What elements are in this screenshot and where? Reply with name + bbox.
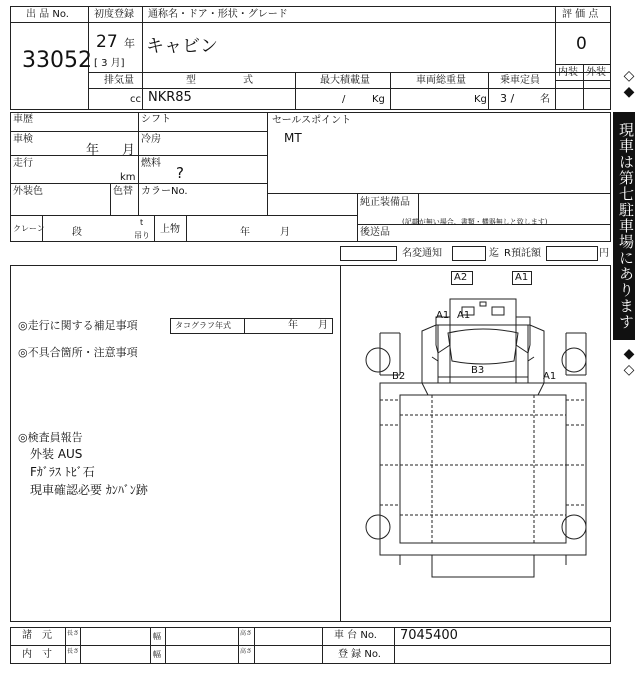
inspection-year-unit: 年 xyxy=(86,143,100,158)
type-label: 型 xyxy=(186,75,196,86)
gross-weight-label: 車両総重量 xyxy=(416,75,466,86)
year-unit: 年 xyxy=(124,37,135,50)
height-label: 高さ xyxy=(240,648,253,655)
model-name: キャビン xyxy=(146,36,218,57)
driving-notes-label: ◎走行に関する補足事項 xyxy=(18,319,138,332)
fuel-value: ? xyxy=(176,164,184,182)
damage-mark: B2 xyxy=(392,371,406,382)
yen-label: 円 xyxy=(599,248,609,259)
upper-year: 年 xyxy=(240,227,250,238)
damage-mark: A1 xyxy=(543,371,557,382)
side-marks-bottom: ◆◇ xyxy=(621,346,637,378)
exterior-color-label: 外装色 xyxy=(13,186,43,197)
exterior-label: 外装 xyxy=(586,67,606,78)
crane-label: クレーン xyxy=(13,224,45,233)
crane-lift: 吊り xyxy=(134,231,150,240)
truck-diagram xyxy=(340,265,611,622)
tachograph-year: 年 xyxy=(288,320,298,331)
fuel-label: 燃料 xyxy=(141,158,161,169)
inspector-line: 外装 AUS xyxy=(30,447,83,461)
length-label: 長さ xyxy=(67,648,80,655)
type-label-2: 式 xyxy=(243,75,253,86)
name-change-box xyxy=(340,246,397,261)
damage-mark: A1 xyxy=(457,310,471,321)
damage-mark: A1 xyxy=(515,272,529,283)
inspection-label: 車検 xyxy=(13,134,33,145)
damage-mark: A2 xyxy=(454,272,468,283)
interior-label: 内装 xyxy=(558,67,578,78)
height-label: 高さ xyxy=(240,630,253,637)
defects-label: ◎不具合箇所・注意事項 xyxy=(18,346,138,359)
capacity-value: 3 / xyxy=(500,92,515,105)
inspector-label: ◎検査員報告 xyxy=(18,431,83,444)
shipping-note: (記載が無い場合、書類・機器無しと致します) xyxy=(402,218,548,226)
aircon-label: 冷房 xyxy=(141,134,161,145)
inspection-month-unit: 月 xyxy=(122,143,136,158)
shift-label: シフト xyxy=(141,114,171,125)
parking-notice-banner: 現車は第七駐車場にあります xyxy=(613,112,635,340)
displacement-unit: cc xyxy=(130,94,141,105)
model-code: NKR85 xyxy=(148,90,192,105)
name-change-label: 名変通知 xyxy=(402,248,442,259)
max-load-value: / xyxy=(342,94,346,105)
side-marks-top: ◇◆ xyxy=(621,68,637,100)
damage-mark: A1 xyxy=(436,310,450,321)
upper-label: 上物 xyxy=(160,224,180,235)
sales-point-label: セールスポイント xyxy=(272,115,352,126)
max-load-unit: Kg xyxy=(372,94,385,105)
deadline-label: 迄 xyxy=(489,248,499,259)
inspector-line: Fｶﾞﾗｽ ﾄﾋﾞ石 xyxy=(30,465,95,479)
crane-stage: 段 xyxy=(72,227,82,238)
sales-point-value: MT xyxy=(284,131,302,145)
shipping-label: 後送品 xyxy=(360,227,390,238)
lot-no-label: 出 品 No. xyxy=(26,9,69,20)
length-label: 長さ xyxy=(67,630,80,637)
genuine-equipment-label: 純正装備品 xyxy=(360,197,410,208)
score-label: 評 価 点 xyxy=(562,9,599,20)
registration-month: [ 3 月] xyxy=(94,58,125,69)
registration-no-label: 登 録 No. xyxy=(338,649,381,660)
mileage-label: 走行 xyxy=(13,158,33,169)
inspector-line: 現車確認必要 ｶﾝﾊﾞﾝ跡 xyxy=(30,483,148,497)
r-fee-box xyxy=(546,246,598,261)
lot-no: 33052 xyxy=(22,48,92,73)
color-replace-label: 色替 xyxy=(113,186,133,197)
deadline-box xyxy=(452,246,486,261)
width-label: 幅 xyxy=(153,650,161,659)
damage-mark: B3 xyxy=(471,365,485,376)
capacity-label: 乗車定員 xyxy=(500,75,540,86)
upper-month: 月 xyxy=(280,227,290,238)
crane-lift-t: t xyxy=(140,218,144,227)
gross-weight-unit: Kg xyxy=(474,94,487,105)
history-label: 車歴 xyxy=(13,114,33,125)
mileage-unit: km xyxy=(120,172,136,183)
tachograph-month: 月 xyxy=(318,320,328,331)
color-no-label: カラーNo. xyxy=(141,186,188,197)
displacement-label: 排気量 xyxy=(104,75,134,86)
width-label: 幅 xyxy=(153,632,161,641)
first-registration-label: 初度登録 xyxy=(94,9,134,20)
max-load-label: 最大積載量 xyxy=(320,75,370,86)
r-fee-label: R預託額 xyxy=(504,248,541,259)
tachograph-label: タコグラフ年式 xyxy=(175,321,231,330)
dims-label: 内 寸 xyxy=(22,649,52,660)
registration-year: 27 xyxy=(96,32,118,52)
specs-label: 諸 元 xyxy=(22,630,52,641)
model-name-label: 通称名・ドア・形状・グレード xyxy=(148,9,288,20)
chassis-no: 7045400 xyxy=(400,628,458,643)
score: 0 xyxy=(576,34,587,54)
chassis-label: 車 台 No. xyxy=(334,630,377,641)
capacity-unit: 名 xyxy=(540,94,550,105)
